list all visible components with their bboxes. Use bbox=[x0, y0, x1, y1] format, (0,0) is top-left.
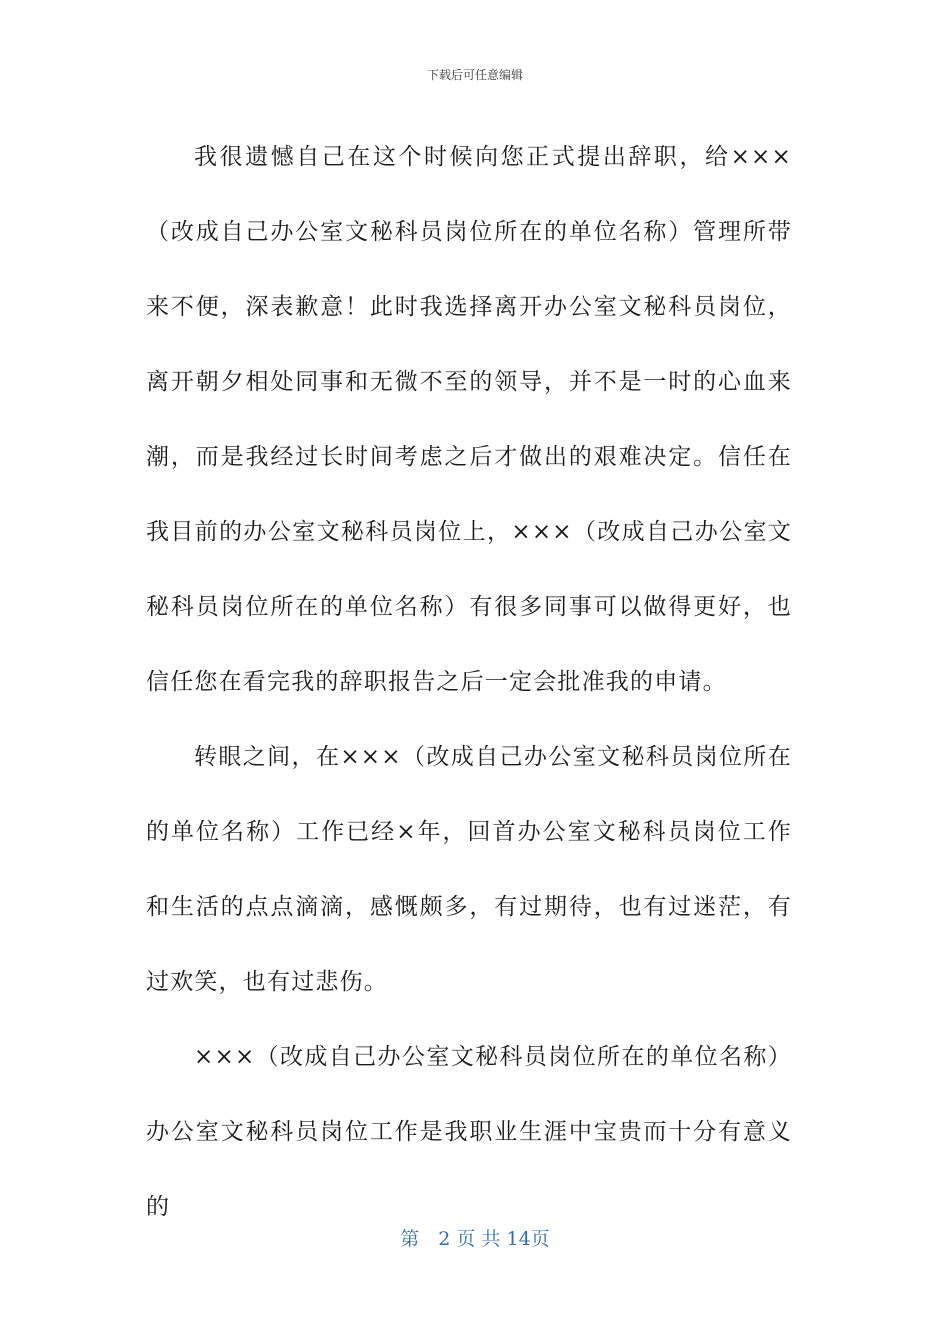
paragraph-2: 转眼之间，在×××（改成自己办公室文秘科员岗位所在的单位名称）工作已经×年，回首办公室文秘科员岗位工作和生活的点点滴滴，感慨颇多，有过期待，也有过迷茫，有过欢笑，也有过悲伤。 bbox=[146, 744, 792, 995]
paragraph-1: 我很遗憾自己在这个时候向您正式提出辞职，给×××（改成自己办公室文秘科员岗位所在的单位名称）管理所带来不便，深表歉意！此时我选择离开办公室文秘科员岗位，离开朝夕相处同事和无微不至的领导，并不是一时的心血来潮，而是我经过长时间考虑之后才做出的艰难决定。信任在我目前的办公室文秘科员岗位上，×××（改成自己办公室文秘科员岗位所在的单位名称）有很多同事可以做得更好，也信任您在看完我的辞职报告之后一定会批准我的申请。 bbox=[146, 144, 792, 695]
document-body bbox=[146, 120, 792, 1245]
paragraph-3: ×××（改成自己办公室文秘科员岗位所在的单位名称）办公室文秘科员岗位工作是我职业生涯中宝贵而十分有意义的 bbox=[146, 1044, 792, 1220]
page-number: 第 2 页 共 14页 bbox=[400, 1228, 550, 1250]
page-header: 下载后可任意编辑 bbox=[426, 68, 523, 82]
